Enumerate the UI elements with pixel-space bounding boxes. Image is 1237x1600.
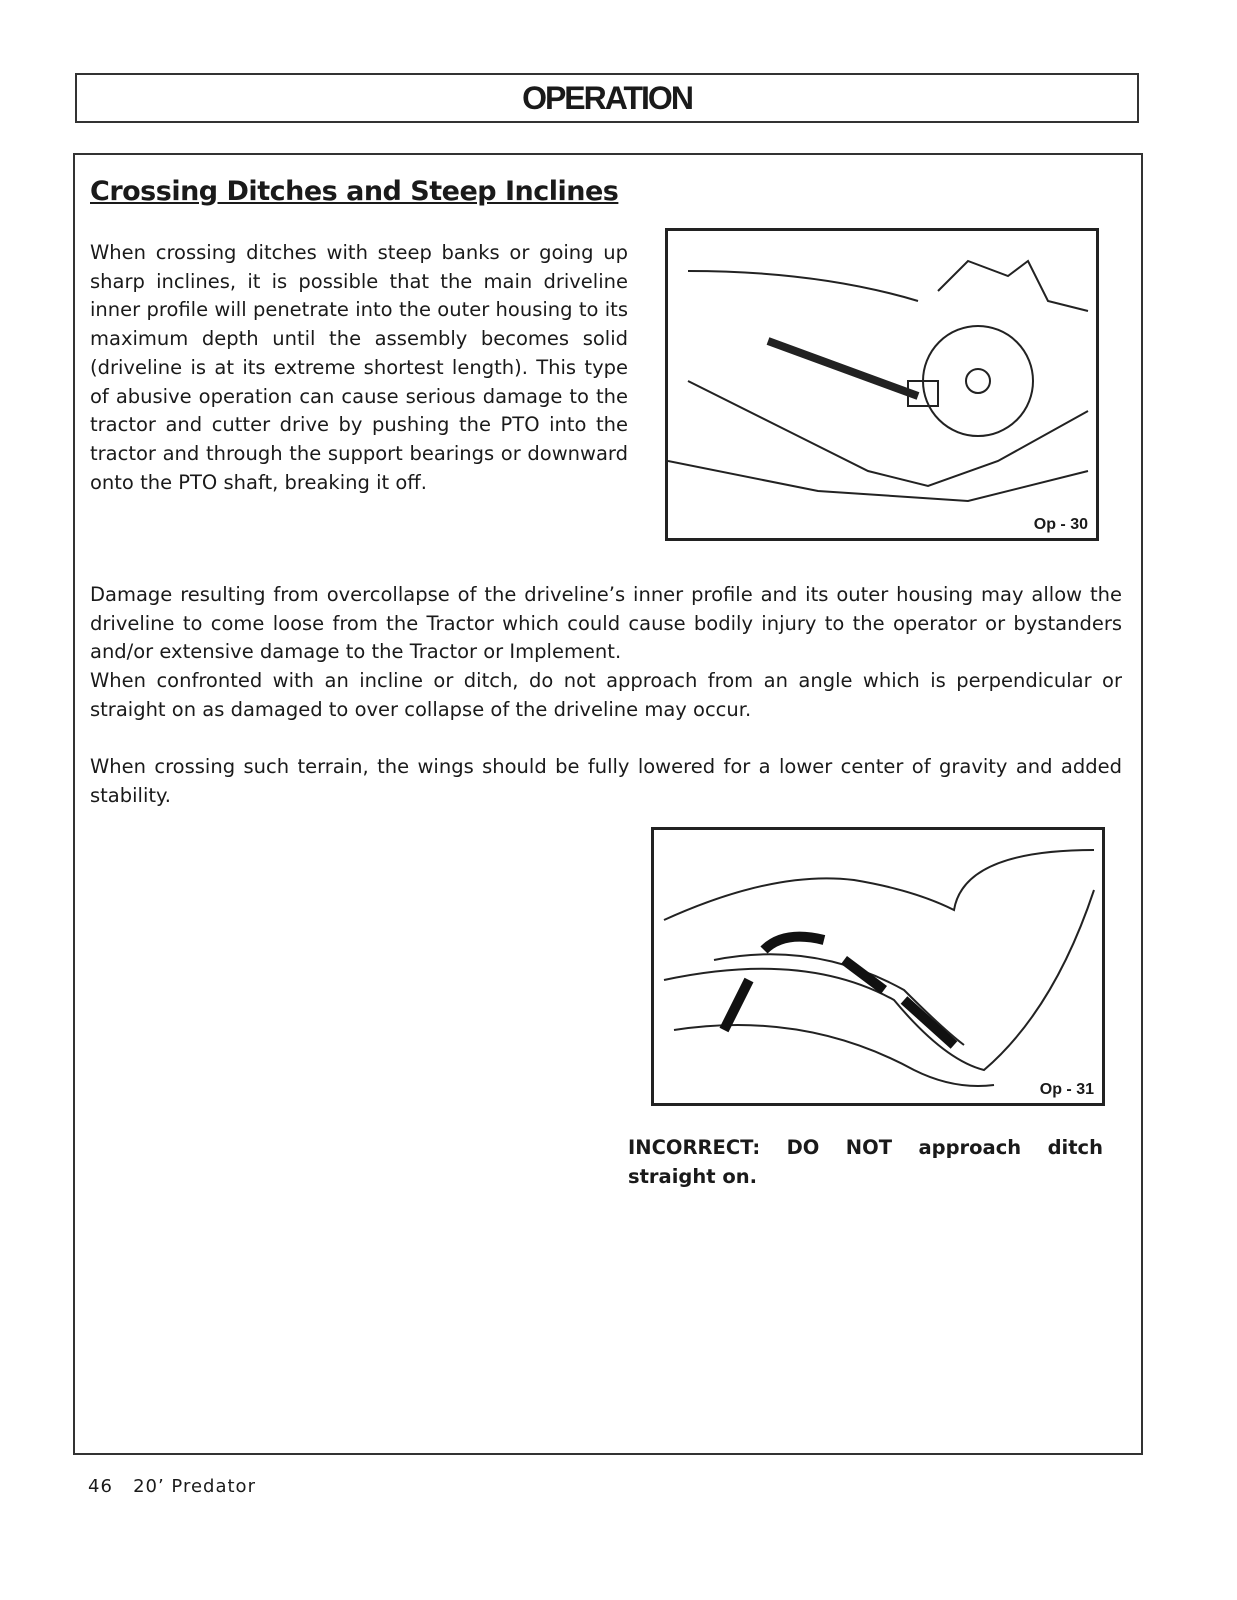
paragraph: Damage resulting from overcollapse of the driveline’s inner profile and its outer housing may allow the driveline to come loose from the Tractor which could cause bodily injury to the operator or bystanders and/or extensive damage to the Tractor or Implement.: [90, 583, 1122, 664]
footer: [88, 1476, 256, 1497]
ditch-drawing: [654, 830, 1102, 1103]
driveline-drawing: [668, 231, 1096, 538]
figure-ditch-illustration: [651, 827, 1105, 1106]
page-header: OPERATION: [75, 73, 1139, 123]
page-number: 46: [88, 1476, 113, 1497]
paragraph: When crossing such terrain, the wings should be fully lowered for a lower center of gravity and added stability.: [90, 755, 1122, 807]
model-name: 20’ Predator: [133, 1476, 256, 1497]
figure-driveline-illustration: [665, 228, 1099, 541]
section-title: Crossing Ditches and Steep Inclines: [90, 176, 619, 207]
figure-label: Op - 31: [1039, 1081, 1094, 1098]
paragraph: When crossing ditches with steep banks or going up sharp inclines, it is possible that the main driveline inner profile will penetrate into the outer housing to its maximum depth until the assembly becomes solid (driveline is at its extreme shortest length). This type of abusive operation can cause serious damage to the tractor and cutter drive by pushing the PTO into the tractor and through the support bearings or downward onto the PTO shaft, breaking it off.: [90, 241, 628, 494]
paragraph: When confronted with an incline or ditch, do not approach from an angle which is perpendicular or straight on as damaged to over collapse of the driveline may occur.: [90, 669, 1122, 721]
figure-caption: INCORRECT: DO NOT approach ditch straight on.: [628, 1136, 1103, 1188]
figure-label: Op - 30: [1033, 516, 1088, 533]
